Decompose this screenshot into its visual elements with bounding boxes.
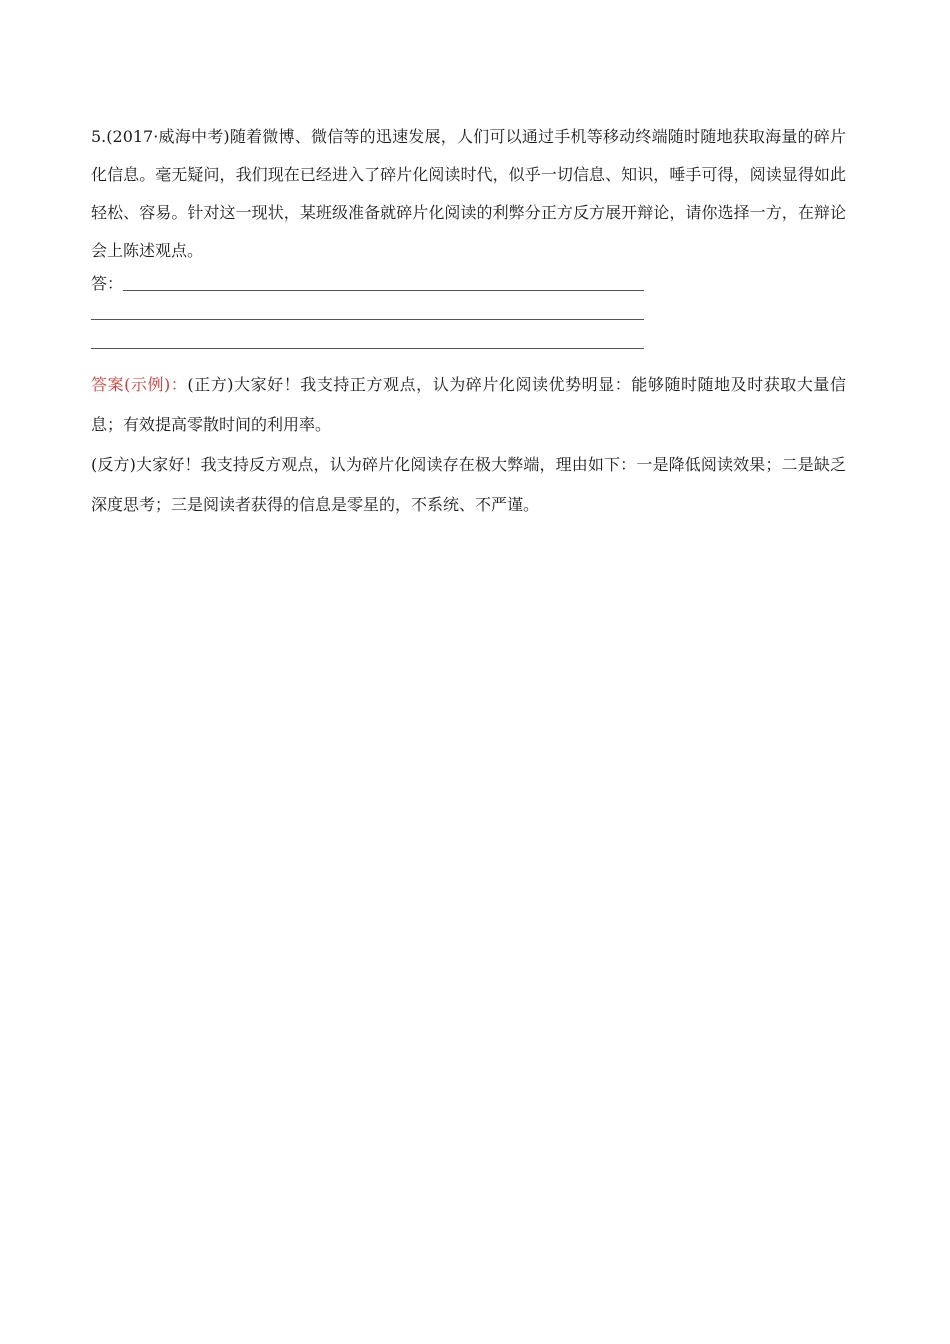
solution-pro-text: (正方)大家好！我支持正方观点，认为碎片化阅读优势明显：能够随时随地及时获取大量信息；有效提高零散时间的利用率。 [91,375,846,434]
answer-blank-line [91,319,644,320]
solution-label: 答案(示例)： [91,375,188,394]
answer-prefix: 答： [91,274,124,293]
question-text: 5.(2017·威海中考)随着微博、微信等的迅速发展，人们可以通过手机等移动终端随时随地获取海量的碎片化信息。毫无疑问，我们现在已经进入了碎片化阅读时代，似乎一切信息、知识，唾手可得，阅读显得如此轻松、容易。针对这一现状，某班级准备就碎片化阅读的利弊分正方反方展开辩论，请你选择一方，在辩论会上陈述观点。 [91,127,846,260]
answer-line-1 [91,272,846,301]
answer-line-2 [91,301,846,330]
answer-blank-line [91,348,644,349]
answer-blank-line [123,290,644,291]
solution-con: (反方)大家好！我支持反方观点，认为碎片化阅读存在极大弊端，理由如下：一是降低阅读效果；二是缺乏深度思考；三是阅读者获得的信息是零星的，不系统、不严谨。 [91,455,846,514]
solution-block [91,365,846,525]
answer-area [91,272,846,359]
question-content [91,118,846,525]
solution-pro [91,365,846,445]
answer-line-3 [91,330,846,359]
